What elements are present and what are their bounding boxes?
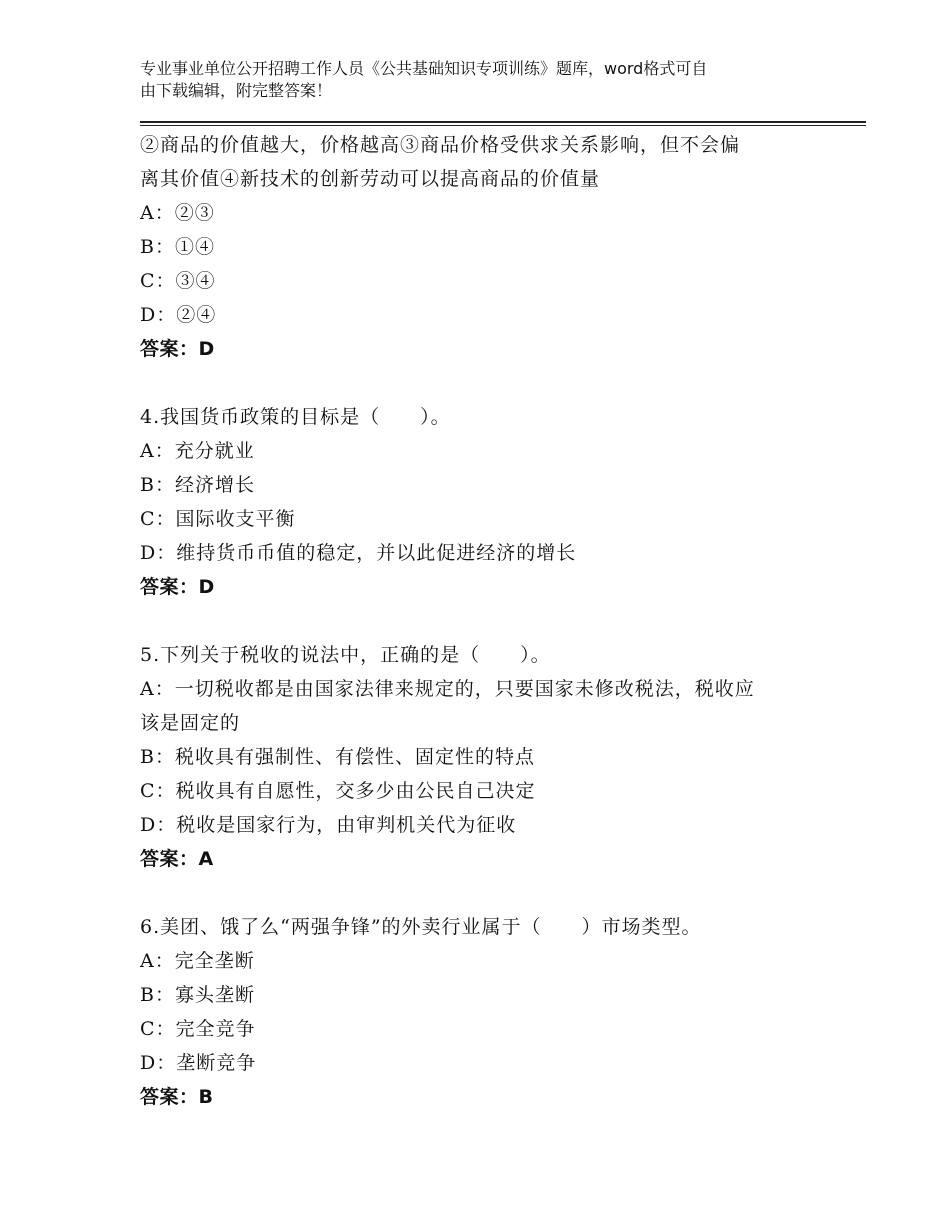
question-3-option-d: D：②④ bbox=[140, 304, 217, 326]
question-6-stem: 6.美团、饿了么“两强争锋”的外卖行业属于（ ）市场类型。 bbox=[140, 916, 702, 938]
question-3-stem-line-2: 离其价值④新技术的创新劳动可以提高商品的价值量 bbox=[140, 168, 601, 190]
question-4-option-a: A：充分就业 bbox=[140, 440, 255, 462]
question-5 bbox=[140, 638, 820, 876]
header-line-1: 专业事业单位公开招聘工作人员《公共基础知识专项训练》题库，word格式可自 bbox=[140, 59, 708, 78]
question-content bbox=[140, 128, 820, 1114]
question-6-option-a: A：完全垄断 bbox=[140, 950, 255, 972]
question-3-option-c: C：③④ bbox=[140, 270, 216, 292]
question-6 bbox=[140, 910, 820, 1114]
question-5-stem: 5.下列关于税收的说法中，正确的是（ ）。 bbox=[140, 644, 551, 666]
question-4 bbox=[140, 400, 820, 604]
question-3-option-a: A：②③ bbox=[140, 202, 215, 224]
question-5-answer: 答案：A bbox=[140, 848, 214, 870]
question-3-stem-line-1: ②商品的价值越大，价格越高③商品价格受供求关系影响，但不会偏 bbox=[140, 134, 741, 156]
spacer bbox=[140, 366, 820, 400]
header-rule-thin bbox=[140, 125, 866, 126]
question-4-option-d: D：维持货币币值的稳定，并以此促进经济的增长 bbox=[140, 542, 577, 564]
question-5-option-d: D：税收是国家行为，由审判机关代为征收 bbox=[140, 814, 517, 836]
question-4-answer: 答案：D bbox=[140, 576, 215, 598]
question-5-option-a-line-2: 该是固定的 bbox=[140, 712, 241, 734]
question-6-option-b: B：寡头垄断 bbox=[140, 984, 255, 1006]
question-6-option-c: C：完全竞争 bbox=[140, 1018, 256, 1040]
question-4-option-b: B：经济增长 bbox=[140, 474, 255, 496]
question-5-option-c: C：税收具有自愿性，交多少由公民自己决定 bbox=[140, 780, 536, 802]
header-line-2: 由下载编辑，附完整答案！ bbox=[140, 81, 333, 100]
question-3 bbox=[140, 128, 820, 366]
spacer bbox=[140, 876, 820, 910]
header-rule-thick bbox=[140, 121, 866, 123]
question-5-option-b: B：税收具有强制性、有偿性、固定性的特点 bbox=[140, 746, 535, 768]
question-3-option-b: B：①④ bbox=[140, 236, 215, 258]
document-header bbox=[140, 58, 820, 102]
question-6-option-d: D：垄断竞争 bbox=[140, 1052, 257, 1074]
question-5-option-a-line-1: A：一切税收都是由国家法律来规定的，只要国家未修改税法，税收应 bbox=[140, 678, 755, 700]
question-4-stem: 4.我国货币政策的目标是（ ）。 bbox=[140, 406, 451, 428]
question-6-answer: 答案：B bbox=[140, 1086, 214, 1108]
question-3-answer: 答案：D bbox=[140, 338, 215, 360]
question-4-option-c: C：国际收支平衡 bbox=[140, 508, 296, 530]
spacer bbox=[140, 604, 820, 638]
